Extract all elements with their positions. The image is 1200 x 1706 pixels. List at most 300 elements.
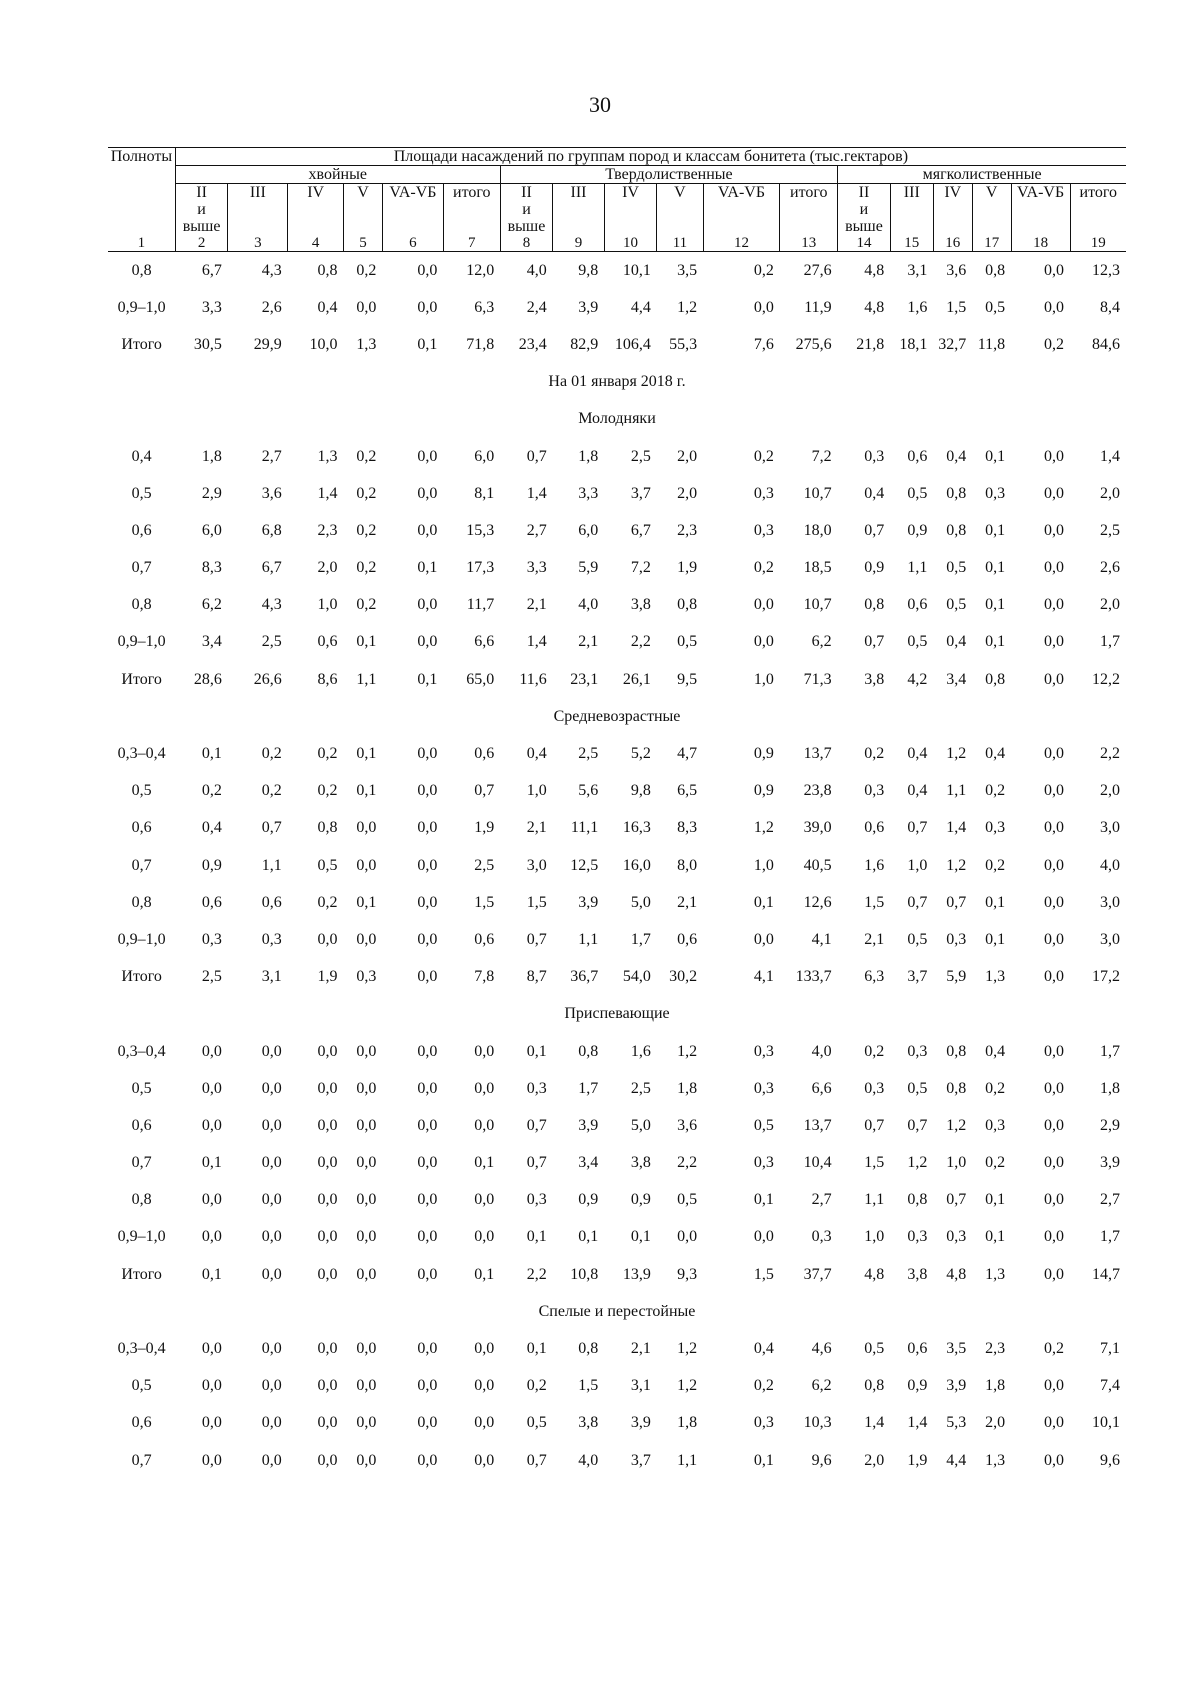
table-cell: 0,4 bbox=[317, 298, 338, 316]
table-cell: 12,6 bbox=[803, 893, 832, 911]
table-cell: 0,3 bbox=[201, 930, 222, 948]
section-heading-row bbox=[108, 364, 1126, 401]
table-cell: 10,4 bbox=[803, 1154, 832, 1172]
table-cell: 2,5 bbox=[630, 1079, 651, 1097]
table-cell: 0,2 bbox=[985, 856, 1006, 874]
row-label: Итого bbox=[121, 335, 162, 353]
table-cell: 3,8 bbox=[630, 1154, 651, 1172]
table-cell: 0,0 bbox=[201, 1042, 222, 1060]
table-cell: 4,3 bbox=[261, 261, 282, 279]
table-cell: 0,1 bbox=[201, 745, 222, 763]
table-cell: 0,0 bbox=[201, 1116, 222, 1134]
table-cell: 1,0 bbox=[526, 782, 547, 800]
header-subcolumns-row bbox=[108, 184, 1126, 236]
table-cell: 6,3 bbox=[864, 968, 885, 986]
row-label: 0,5 bbox=[131, 1079, 152, 1097]
table-cell: 0,1 bbox=[526, 1228, 547, 1246]
table-cell: 11,9 bbox=[804, 298, 832, 316]
column-number: 14 bbox=[838, 235, 891, 252]
column-number: 11 bbox=[657, 235, 703, 252]
table-cell: 18,5 bbox=[803, 559, 832, 577]
forest-area-table bbox=[108, 147, 1126, 1479]
table-cell: 3,8 bbox=[864, 670, 885, 688]
table-cell: 0,0 bbox=[356, 1116, 377, 1134]
row-label: 0,6 bbox=[131, 819, 152, 837]
table-cell: 0,7 bbox=[864, 633, 885, 651]
table-cell: 23,8 bbox=[803, 782, 832, 800]
table-cell: 1,7 bbox=[1100, 1042, 1120, 1060]
table-cell: 0,0 bbox=[1044, 633, 1065, 651]
header-subcol-line: II bbox=[196, 184, 207, 201]
header-subcol bbox=[500, 184, 553, 236]
section-heading-row bbox=[108, 996, 1126, 1033]
table-cell: 4,0 bbox=[1100, 856, 1120, 874]
table-cell: 0,1 bbox=[753, 1451, 774, 1469]
table-cell: 3,1 bbox=[630, 1377, 651, 1395]
table-cell: 0,9 bbox=[907, 521, 928, 539]
table-cell: 0,1 bbox=[356, 633, 377, 651]
table-cell: 0,7 bbox=[907, 893, 928, 911]
table-cell: 27,6 bbox=[803, 261, 832, 279]
table-cell: 1,9 bbox=[317, 968, 338, 986]
table-cell: 2,1 bbox=[677, 893, 698, 911]
table-cell: 0,0 bbox=[474, 1079, 495, 1097]
table-cell: 0,1 bbox=[201, 1154, 222, 1172]
table-cell: 0,0 bbox=[201, 1414, 222, 1432]
table-cell: 2,7 bbox=[811, 1191, 832, 1209]
table-cell: 1,0 bbox=[753, 670, 774, 688]
table-cell: 1,7 bbox=[1100, 1228, 1120, 1246]
table-row bbox=[108, 1256, 1126, 1293]
table-cell: 5,2 bbox=[630, 745, 651, 763]
table-cell: 0,0 bbox=[1044, 968, 1065, 986]
table-cell: 1,4 bbox=[864, 1414, 885, 1432]
table-cell: 0,0 bbox=[261, 1042, 282, 1060]
table-cell: 0,3 bbox=[985, 1116, 1006, 1134]
table-cell: 0,1 bbox=[474, 1265, 495, 1283]
table-cell: 3,0 bbox=[1100, 819, 1120, 837]
table-cell: 54,0 bbox=[622, 968, 651, 986]
table-cell: 1,1 bbox=[907, 559, 928, 577]
table-cell: 0,0 bbox=[753, 930, 774, 948]
column-number: 6 bbox=[382, 235, 443, 252]
table-cell: 4,0 bbox=[578, 1451, 599, 1469]
table-cell: 0,2 bbox=[753, 261, 774, 279]
table-cell: 0,6 bbox=[474, 745, 495, 763]
column-number: 19 bbox=[1070, 235, 1126, 252]
table-cell: 4,8 bbox=[864, 298, 885, 316]
table-cell: 4,4 bbox=[630, 298, 651, 316]
table-row bbox=[108, 921, 1126, 958]
table-cell: 0,6 bbox=[907, 596, 928, 614]
column-number: 15 bbox=[890, 235, 933, 252]
table-cell: 0,4 bbox=[985, 1042, 1006, 1060]
table-cell: 0,8 bbox=[946, 484, 967, 502]
table-cell: 0,4 bbox=[907, 782, 928, 800]
row-label: 0,6 bbox=[131, 1414, 152, 1432]
table-cell: 0,0 bbox=[474, 1377, 495, 1395]
table-cell: 5,0 bbox=[630, 893, 651, 911]
table-cell: 0,0 bbox=[417, 521, 438, 539]
table-cell: 0,2 bbox=[985, 1154, 1006, 1172]
table-cell: 0,0 bbox=[417, 1154, 438, 1172]
table-cell: 0,0 bbox=[417, 782, 438, 800]
table-cell: 0,7 bbox=[864, 521, 885, 539]
table-cell: 3,9 bbox=[578, 893, 599, 911]
table-cell: 1,5 bbox=[474, 893, 495, 911]
table-row bbox=[108, 1033, 1126, 1070]
table-cell: 1,2 bbox=[946, 745, 967, 763]
table-cell: 0,2 bbox=[753, 447, 774, 465]
table-cell: 1,3 bbox=[985, 968, 1006, 986]
table-cell: 4,7 bbox=[677, 745, 698, 763]
table-cell: 0,6 bbox=[474, 930, 495, 948]
table-cell: 0,0 bbox=[201, 1191, 222, 1209]
table-cell: 3,1 bbox=[907, 261, 928, 279]
table-cell: 0,0 bbox=[261, 1340, 282, 1358]
header-subcol: итого bbox=[1070, 184, 1126, 236]
table-cell: 11,6 bbox=[519, 670, 547, 688]
table-cell: 4,1 bbox=[811, 930, 832, 948]
column-number: 10 bbox=[604, 235, 657, 252]
table-cell: 3,7 bbox=[907, 968, 928, 986]
table-cell: 0,0 bbox=[317, 1377, 338, 1395]
table-cell: 2,6 bbox=[1100, 559, 1120, 577]
table-cell: 1,2 bbox=[677, 1377, 698, 1395]
table-cell: 0,0 bbox=[417, 1414, 438, 1432]
table-cell: 0,3 bbox=[526, 1079, 547, 1097]
table-cell: 0,1 bbox=[417, 559, 438, 577]
table-cell: 0,0 bbox=[1044, 1042, 1065, 1060]
column-number: 3 bbox=[228, 235, 288, 252]
table-cell: 0,0 bbox=[1044, 856, 1065, 874]
table-cell: 0,7 bbox=[907, 1116, 928, 1134]
table-cell: 1,0 bbox=[317, 596, 338, 614]
table-cell: 9,8 bbox=[578, 261, 599, 279]
table-cell: 2,1 bbox=[630, 1340, 651, 1358]
table-cell: 0,5 bbox=[907, 633, 928, 651]
table-cell: 0,0 bbox=[201, 1340, 222, 1358]
table-cell: 2,5 bbox=[201, 968, 222, 986]
row-label: 0,8 bbox=[131, 261, 152, 279]
table-cell: 0,0 bbox=[317, 1191, 338, 1209]
table-cell: 0,3 bbox=[985, 484, 1006, 502]
table-cell: 2,1 bbox=[526, 819, 547, 837]
table-cell: 0,0 bbox=[317, 1451, 338, 1469]
table-cell: 3,9 bbox=[630, 1414, 651, 1432]
table-cell: 0,3 bbox=[753, 1079, 774, 1097]
table-cell: 2,0 bbox=[1100, 484, 1120, 502]
row-label: Итого bbox=[121, 670, 162, 688]
row-label: Итого bbox=[121, 968, 162, 986]
table-cell: 1,7 bbox=[578, 1079, 599, 1097]
table-cell: 16,3 bbox=[622, 819, 651, 837]
header-subcol: VA-VБ bbox=[1011, 184, 1070, 236]
table-cell: 3,9 bbox=[1100, 1154, 1120, 1172]
table-cell: 2,1 bbox=[578, 633, 599, 651]
table-cell: 0,0 bbox=[474, 1414, 495, 1432]
header-subcol-line: выше bbox=[182, 218, 221, 235]
table-cell: 0,7 bbox=[261, 819, 282, 837]
column-number: 1 bbox=[108, 235, 175, 252]
table-cell: 0,1 bbox=[753, 1191, 774, 1209]
table-cell: 6,2 bbox=[811, 633, 832, 651]
table-cell: 1,6 bbox=[864, 856, 885, 874]
table-cell: 6,0 bbox=[578, 521, 599, 539]
table-cell: 0,2 bbox=[261, 745, 282, 763]
table-cell: 0,2 bbox=[356, 521, 377, 539]
table-cell: 0,4 bbox=[753, 1340, 774, 1358]
table-cell: 11,8 bbox=[977, 335, 1006, 353]
table-cell: 1,8 bbox=[985, 1377, 1006, 1395]
table-cell: 0,7 bbox=[526, 930, 547, 948]
table-cell: 1,8 bbox=[1100, 1079, 1120, 1097]
table-cell: 3,5 bbox=[677, 261, 698, 279]
table-cell: 0,9 bbox=[201, 856, 222, 874]
table-cell: 1,5 bbox=[526, 893, 547, 911]
table-cell: 0,3 bbox=[753, 521, 774, 539]
table-cell: 3,6 bbox=[261, 484, 282, 502]
table-cell: 0,0 bbox=[1044, 1116, 1065, 1134]
table-row bbox=[108, 1330, 1126, 1367]
table-cell: 0,0 bbox=[417, 1191, 438, 1209]
table-cell: 0,0 bbox=[317, 930, 338, 948]
table-row bbox=[108, 289, 1126, 326]
table-cell: 2,7 bbox=[1100, 1191, 1120, 1209]
table-cell: 11,1 bbox=[570, 819, 599, 837]
table-cell: 2,5 bbox=[474, 856, 495, 874]
table-cell: 3,3 bbox=[201, 298, 222, 316]
table-cell: 17,2 bbox=[1092, 968, 1120, 986]
table-cell: 3,8 bbox=[630, 596, 651, 614]
table-cell: 0,0 bbox=[417, 819, 438, 837]
table-cell: 0,6 bbox=[261, 893, 282, 911]
table-cell: 2,3 bbox=[677, 521, 698, 539]
table-cell: 2,5 bbox=[630, 447, 651, 465]
table-cell: 4,0 bbox=[526, 261, 547, 279]
table-cell: 0,0 bbox=[677, 1228, 698, 1246]
table-cell: 0,2 bbox=[1044, 335, 1065, 353]
table-cell: 37,7 bbox=[803, 1265, 832, 1283]
table-row bbox=[108, 1145, 1126, 1182]
table-cell: 0,1 bbox=[578, 1228, 599, 1246]
table-cell: 275,6 bbox=[795, 335, 832, 353]
table-cell: 26,6 bbox=[253, 670, 282, 688]
table-cell: 0,5 bbox=[677, 633, 698, 651]
column-number: 8 bbox=[500, 235, 553, 252]
table-cell: 6,0 bbox=[474, 447, 495, 465]
row-label: 0,5 bbox=[131, 782, 152, 800]
table-cell: 0,8 bbox=[864, 1377, 885, 1395]
header-subcol: III bbox=[890, 184, 933, 236]
table-cell: 55,3 bbox=[669, 335, 698, 353]
header-subcol: итого bbox=[780, 184, 838, 236]
table-cell: 0,4 bbox=[985, 745, 1006, 763]
table-cell: 3,4 bbox=[578, 1154, 599, 1172]
table-cell: 0,0 bbox=[417, 1377, 438, 1395]
table-cell: 0,5 bbox=[677, 1191, 698, 1209]
table-cell: 0,0 bbox=[317, 1042, 338, 1060]
table-cell: 12,0 bbox=[466, 261, 495, 279]
header-group-conifers: хвойные bbox=[175, 166, 500, 184]
table-cell: 2,6 bbox=[261, 298, 282, 316]
table-cell: 0,6 bbox=[201, 893, 222, 911]
table-cell: 1,1 bbox=[864, 1191, 885, 1209]
table-cell: 1,2 bbox=[677, 298, 698, 316]
table-cell: 0,4 bbox=[526, 745, 547, 763]
table-cell: 2,2 bbox=[526, 1265, 547, 1283]
table-cell: 0,0 bbox=[474, 1042, 495, 1060]
table-cell: 3,4 bbox=[946, 670, 967, 688]
table-cell: 0,2 bbox=[526, 1377, 547, 1395]
section-heading-row bbox=[108, 401, 1126, 438]
table-cell: 0,0 bbox=[474, 1451, 495, 1469]
table-cell: 17,3 bbox=[466, 559, 495, 577]
table-cell: 6,7 bbox=[261, 559, 282, 577]
row-label: 0,8 bbox=[131, 893, 152, 911]
table-cell: 1,1 bbox=[677, 1451, 698, 1469]
table-cell: 0,0 bbox=[201, 1377, 222, 1395]
column-number: 7 bbox=[443, 235, 500, 252]
table-cell: 0,0 bbox=[317, 1414, 338, 1432]
table-cell: 2,9 bbox=[201, 484, 222, 502]
table-cell: 0,0 bbox=[417, 745, 438, 763]
table-cell: 1,0 bbox=[753, 856, 774, 874]
table-cell: 0,0 bbox=[417, 1042, 438, 1060]
table-cell: 7,1 bbox=[1100, 1340, 1120, 1358]
table-cell: 0,3 bbox=[261, 930, 282, 948]
table-cell: 4,6 bbox=[811, 1340, 832, 1358]
table-cell: 0,0 bbox=[474, 1191, 495, 1209]
table-cell: 6,2 bbox=[811, 1377, 832, 1395]
table-cell: 1,3 bbox=[985, 1451, 1006, 1469]
column-number: 16 bbox=[933, 235, 972, 252]
table-row bbox=[108, 1219, 1126, 1256]
table-cell: 4,0 bbox=[578, 596, 599, 614]
table-cell: 0,5 bbox=[907, 930, 928, 948]
table-cell: 0,3 bbox=[907, 1042, 928, 1060]
table-cell: 3,8 bbox=[907, 1265, 928, 1283]
table-cell: 1,5 bbox=[864, 893, 885, 911]
table-cell: 1,8 bbox=[677, 1079, 698, 1097]
header-subcol bbox=[175, 184, 228, 236]
table-cell: 0,0 bbox=[1044, 447, 1065, 465]
table-cell: 1,2 bbox=[946, 1116, 967, 1134]
table-cell: 0,1 bbox=[356, 745, 377, 763]
table-cell: 1,4 bbox=[317, 484, 338, 502]
table-cell: 0,0 bbox=[356, 819, 377, 837]
table-cell: 2,0 bbox=[864, 1451, 885, 1469]
table-cell: 0,4 bbox=[946, 447, 967, 465]
table-cell: 8,7 bbox=[526, 968, 547, 986]
table-cell: 0,0 bbox=[417, 1340, 438, 1358]
table-cell: 12,3 bbox=[1092, 261, 1120, 279]
table-cell: 0,1 bbox=[985, 1228, 1006, 1246]
table-cell: 26,1 bbox=[622, 670, 651, 688]
header-subcol: VA-VБ bbox=[703, 184, 780, 236]
table-cell: 12,2 bbox=[1092, 670, 1120, 688]
table-cell: 1,6 bbox=[630, 1042, 651, 1060]
table-cell: 1,3 bbox=[317, 447, 338, 465]
table-cell: 0,0 bbox=[356, 298, 377, 316]
table-cell: 0,7 bbox=[526, 1154, 547, 1172]
table-cell: 0,1 bbox=[526, 1042, 547, 1060]
table-cell: 3,5 bbox=[946, 1340, 967, 1358]
table-cell: 6,0 bbox=[201, 521, 222, 539]
table-cell: 16,0 bbox=[622, 856, 651, 874]
table-cell: 0,0 bbox=[753, 633, 774, 651]
table-cell: 8,1 bbox=[474, 484, 495, 502]
table-cell: 0,8 bbox=[985, 670, 1006, 688]
table-cell: 0,0 bbox=[1044, 745, 1065, 763]
row-label: 0,7 bbox=[131, 856, 152, 874]
column-number: 17 bbox=[972, 235, 1011, 252]
table-cell: 0,8 bbox=[578, 1042, 599, 1060]
table-row bbox=[108, 1368, 1126, 1405]
table-cell: 1,5 bbox=[753, 1265, 774, 1283]
table-cell: 1,2 bbox=[946, 856, 967, 874]
table-cell: 11,7 bbox=[466, 596, 495, 614]
table-cell: 0,8 bbox=[317, 819, 338, 837]
table-cell: 0,0 bbox=[1044, 819, 1065, 837]
table-cell: 0,4 bbox=[946, 633, 967, 651]
table-row bbox=[108, 1442, 1126, 1479]
table-cell: 0,0 bbox=[417, 1228, 438, 1246]
section-heading: На 01 января 2018 г. bbox=[548, 373, 686, 391]
header-subcol-line: II bbox=[521, 184, 532, 201]
table-cell: 0,1 bbox=[356, 893, 377, 911]
table-cell: 2,4 bbox=[526, 298, 547, 316]
table-cell: 0,8 bbox=[907, 1191, 928, 1209]
section-heading: Приспевающие bbox=[564, 1005, 670, 1023]
table-cell: 84,6 bbox=[1092, 335, 1120, 353]
table-cell: 0,3 bbox=[753, 1042, 774, 1060]
table-cell: 29,9 bbox=[253, 335, 282, 353]
table-cell: 0,0 bbox=[417, 261, 438, 279]
table-cell: 13,7 bbox=[803, 745, 832, 763]
table-cell: 0,1 bbox=[526, 1340, 547, 1358]
table-cell: 0,6 bbox=[677, 930, 698, 948]
table-cell: 0,0 bbox=[261, 1377, 282, 1395]
table-cell: 0,3 bbox=[526, 1191, 547, 1209]
table-cell: 0,9 bbox=[630, 1191, 651, 1209]
row-label: 0,9–1,0 bbox=[117, 930, 166, 948]
row-label: 0,9–1,0 bbox=[117, 1228, 166, 1246]
table-cell: 1,0 bbox=[907, 856, 928, 874]
table-cell: 5,9 bbox=[578, 559, 599, 577]
table-cell: 1,1 bbox=[356, 670, 377, 688]
table-cell: 2,7 bbox=[526, 521, 547, 539]
table-cell: 0,0 bbox=[261, 1228, 282, 1246]
table-cell: 0,9 bbox=[907, 1377, 928, 1395]
column-number: 5 bbox=[344, 235, 383, 252]
table-cell: 0,1 bbox=[417, 335, 438, 353]
table-cell: 21,8 bbox=[856, 335, 885, 353]
table-cell: 1,2 bbox=[677, 1340, 698, 1358]
table-cell: 1,8 bbox=[677, 1414, 698, 1432]
table-cell: 2,0 bbox=[985, 1414, 1006, 1432]
table-cell: 0,0 bbox=[261, 1191, 282, 1209]
table-cell: 15,3 bbox=[466, 521, 495, 539]
table-cell: 4,4 bbox=[946, 1451, 967, 1469]
table-cell: 9,3 bbox=[677, 1265, 698, 1283]
table-cell: 4,1 bbox=[753, 968, 774, 986]
table-cell: 0,0 bbox=[1044, 559, 1065, 577]
table-cell: 0,8 bbox=[578, 1340, 599, 1358]
table-cell: 5,3 bbox=[946, 1414, 967, 1432]
table-cell: 3,6 bbox=[946, 261, 967, 279]
table-cell: 4,8 bbox=[864, 261, 885, 279]
